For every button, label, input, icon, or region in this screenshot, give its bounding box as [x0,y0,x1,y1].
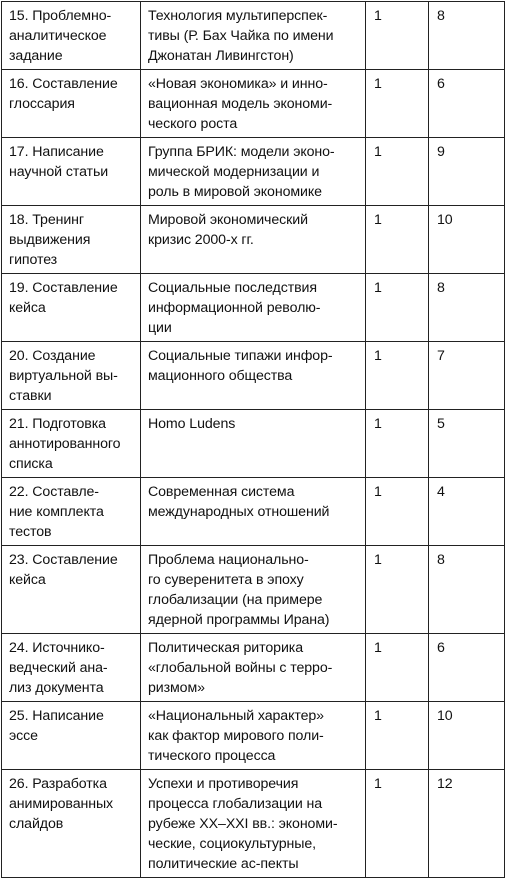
task-cell: 22. Составле- ние комплекта тестов [2,478,141,546]
table-row [2,702,505,770]
credits-cell: 1 [366,138,429,206]
task-cell: 17. Написание научной статьи [2,138,141,206]
credits-cell: 1 [366,342,429,410]
table-row [2,634,505,702]
task-cell: 19. Составление кейса [2,274,141,342]
hours-cell: 7 [429,342,505,410]
table-row [2,274,505,342]
table-row [2,138,505,206]
task-cell: 24. Источнико- ведческий ана- лиз документа [2,634,141,702]
credits-cell: 1 [366,478,429,546]
hours-cell: 8 [429,2,505,70]
credits-cell: 1 [366,274,429,342]
topic-cell: Группа БРИК: модели эконо- мической модернизации и роль в мировой экономике [141,138,366,206]
task-cell: 23. Составление кейса [2,546,141,634]
credits-cell: 1 [366,410,429,478]
table-row [2,342,505,410]
task-cell: 15. Проблемно- аналитическое задание [2,2,141,70]
credits-cell: 1 [366,2,429,70]
credits-cell: 1 [366,206,429,274]
topic-cell: «Новая экономика» и инно- вационная модель экономи- ческого роста [141,70,366,138]
task-cell: 20. Создание виртуальной вы- ставки [2,342,141,410]
topic-cell: Социальные типажи инфор- мационного общества [141,342,366,410]
hours-cell: 8 [429,274,505,342]
topic-cell: Технология мультиперспек- тивы (Р. Бах Чайка по имени Джонатан Ливингстон) [141,2,366,70]
table-body [2,2,505,878]
credits-cell: 1 [366,702,429,770]
task-cell: 16. Составление глоссария [2,70,141,138]
topic-cell: Мировой экономический кризис 2000-х гг. [141,206,366,274]
task-cell: 18. Тренинг выдвижения гипотез [2,206,141,274]
table-row [2,70,505,138]
credits-cell: 1 [366,634,429,702]
hours-cell: 10 [429,206,505,274]
credits-cell: 1 [366,546,429,634]
table-row [2,410,505,478]
table-row [2,478,505,546]
hours-cell: 8 [429,546,505,634]
table-row [2,546,505,634]
table-row [2,770,505,878]
topic-cell: Homo Ludens [141,410,366,478]
hours-cell: 6 [429,70,505,138]
topic-cell: «Национальный характер» как фактор мирового поли- тического процесса [141,702,366,770]
hours-cell: 4 [429,478,505,546]
topic-cell: Современная система международных отношений [141,478,366,546]
topic-cell: Проблема национально- го суверенитета в эпоху глобализации (на примере ядерной программы Ирана) [141,546,366,634]
table-row [2,2,505,70]
task-cell: 26. Разработка анимированных слайдов [2,770,141,878]
hours-cell: 9 [429,138,505,206]
assignments-table [1,1,505,878]
hours-cell: 6 [429,634,505,702]
table-row [2,206,505,274]
topic-cell: Политическая риторика «глобальной войны с терро- ризмом» [141,634,366,702]
credits-cell: 1 [366,70,429,138]
task-cell: 21. Подготовка аннотированного списка [2,410,141,478]
hours-cell: 12 [429,770,505,878]
topic-cell: Социальные последствия информационной револю- ции [141,274,366,342]
hours-cell: 10 [429,702,505,770]
hours-cell: 5 [429,410,505,478]
topic-cell: Успехи и противоречия процесса глобализации на рубеже XX–XXI вв.: экономи- ческие, социокультурные, политические ас-пекты [141,770,366,878]
task-cell: 25. Написание эссе [2,702,141,770]
credits-cell: 1 [366,770,429,878]
